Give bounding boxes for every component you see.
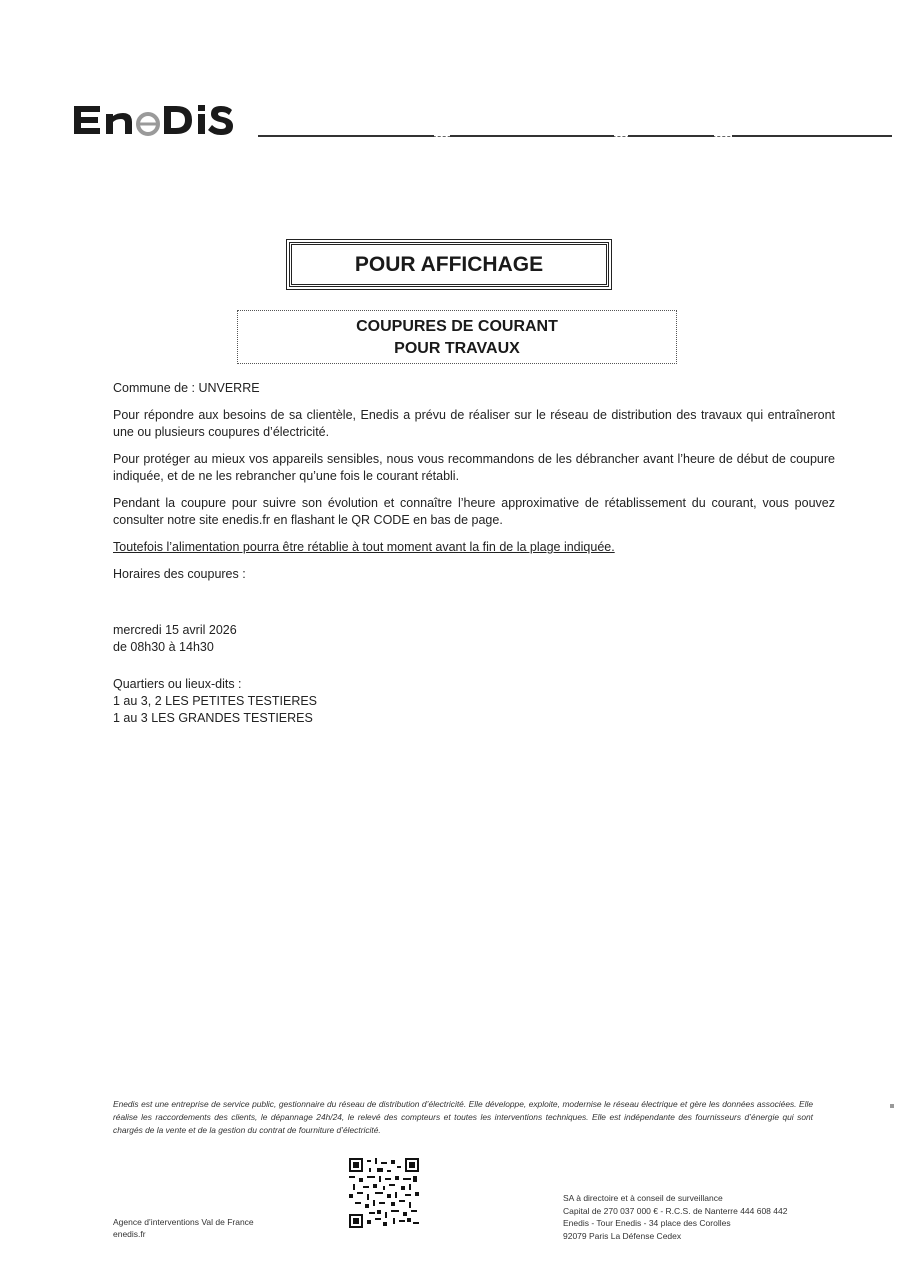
paragraph-follow-up: Pendant la coupure pour suivre son évolution et connaître l’heure approximative de rétablissement du courant, vous pouvez consulter notre site enedis.fr en flashant le QR CODE en bas de page. bbox=[113, 496, 835, 527]
company-line: 92079 Paris La Défense Cedex bbox=[563, 1230, 682, 1241]
agency-info bbox=[113, 1216, 254, 1240]
schedule-hours: de 08h30 à 14h30 bbox=[113, 640, 214, 654]
notice-title-line2: POUR TRAVAUX bbox=[394, 340, 520, 357]
commune-line: Commune de : UNVERRE bbox=[113, 381, 260, 395]
legal-notice: Enedis est une entreprise de service public, gestionnaire du réseau de distribution d’électricité. Elle développe, exploite, modernise le réseau électrique et gère les données associées. Elle réalise les raccordements des clients, le dépannage 24h/24, le relevé des compteurs et toutes les interventions techniques. Elle est indépendante des fournisseurs d’énergie qui sont chargés de la vente et de la gestion du contrat de fourniture d’électricité. bbox=[113, 1099, 813, 1135]
places-block bbox=[113, 676, 317, 727]
paragraph-restore-warning: Toutefois l’alimentation pourra être rétablie à tout moment avant la fin de la plage indiquée. bbox=[113, 540, 615, 554]
company-info bbox=[563, 1192, 787, 1242]
places-label: Quartiers ou lieux-dits : bbox=[113, 677, 242, 691]
schedule-date: mercredi 15 avril 2026 bbox=[113, 623, 237, 637]
header-divider-segment bbox=[450, 135, 614, 137]
header-divider-segment bbox=[732, 135, 892, 137]
schedule-label: Horaires des coupures : bbox=[113, 567, 246, 581]
place-item: 1 au 3, 2 LES PETITES TESTIERES bbox=[113, 694, 318, 708]
schedule-block bbox=[113, 622, 237, 656]
paragraph-intro: Pour répondre aux besoins de sa clientèle, Enedis a prévu de réaliser sur le réseau de distribution des travaux qui entraîneront une ou plusieurs coupures d’électricité. bbox=[113, 408, 835, 439]
company-line: Capital de 270 037 000 € - R.C.S. de Nanterre 444 608 442 bbox=[563, 1205, 788, 1216]
scan-mark bbox=[890, 1104, 894, 1108]
enedis-logo-icon bbox=[72, 100, 258, 140]
company-line: SA à directoire et à conseil de surveillance bbox=[563, 1193, 723, 1203]
paragraph-protection: Pour protéger au mieux vos appareils sensibles, nous vous recommandons de les débrancher avant l’heure de début de coupure indiquée, et de ne les rebrancher qu’une fois le courant rétabli. bbox=[113, 452, 835, 483]
company-line: Enedis - Tour Enedis - 34 place des Corolles bbox=[563, 1218, 731, 1228]
qr-code-icon[interactable] bbox=[349, 1158, 419, 1228]
notice-title-line1: COUPURES DE COURANT bbox=[356, 318, 558, 335]
notice-title-box bbox=[237, 310, 677, 364]
notice-body bbox=[113, 380, 835, 593]
header-divider-segment bbox=[258, 135, 434, 137]
header-divider-segment bbox=[628, 135, 714, 137]
agency-name: Agence d’interventions Val de France bbox=[113, 1217, 254, 1227]
agency-website-link[interactable]: enedis.fr bbox=[113, 1229, 146, 1239]
place-item: 1 au 3 LES GRANDES TESTIERES bbox=[113, 711, 313, 725]
pour-affichage-banner: POUR AFFICHAGE bbox=[289, 242, 609, 287]
enedis-logo bbox=[72, 100, 258, 140]
